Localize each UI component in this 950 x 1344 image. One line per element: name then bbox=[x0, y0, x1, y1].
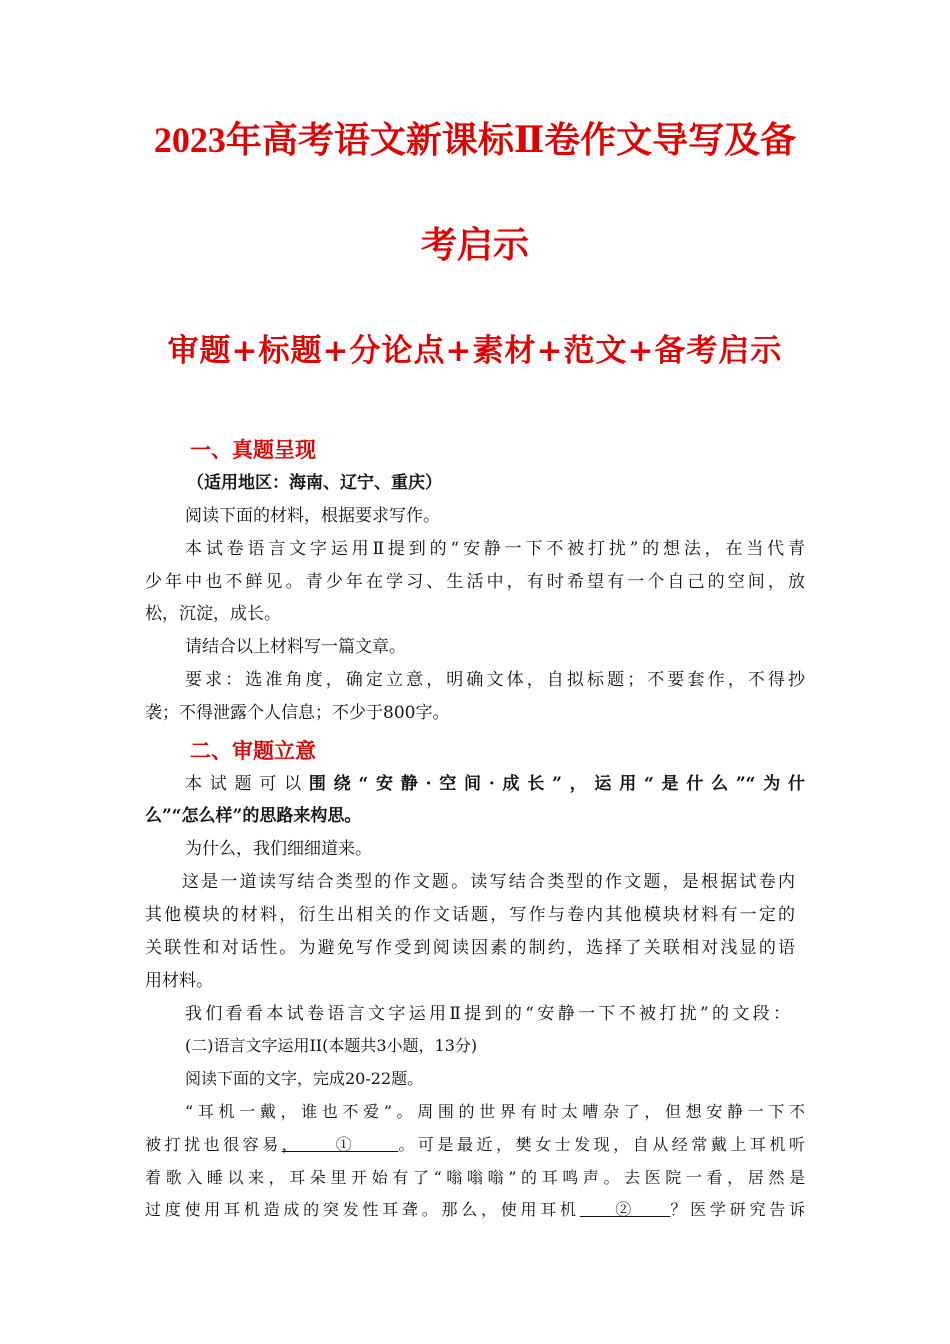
quoted-line bbox=[145, 1198, 805, 1222]
text: 过度使用耳机造成的突发性耳聋。那么，使用耳机 bbox=[145, 1200, 580, 1219]
text: ？医学研究告诉 bbox=[670, 1200, 805, 1219]
paragraph-line: 松，沉淀，成长。 bbox=[145, 604, 281, 624]
blank-1: ， ① bbox=[281, 1135, 399, 1154]
paragraph-line: 为什么，我们细细道来。 bbox=[185, 839, 372, 859]
region-note: （适用地区：海南、辽宁、重庆） bbox=[187, 473, 442, 493]
intro-bold: 围绕“安静·空间·成长”，运用“是什么”“为什 bbox=[308, 774, 806, 794]
section-heading-1: 一、真题呈现 bbox=[190, 438, 316, 462]
paragraph-line: 袭；不得泄露个人信息；不少于800字。 bbox=[145, 703, 450, 723]
text: 被打扰也很容易 bbox=[145, 1135, 282, 1154]
paragraph-line: 阅读下面的材料，根据要求写作。 bbox=[185, 506, 440, 526]
quoted-line: “耳机一戴，谁也不爱”。周围的世界有时太嘈杂了，但想安静一下不 bbox=[185, 1102, 805, 1121]
paragraph-line: 要求：选准角度，确定立意，明确文体，自拟标题；不要套作，不得抄 bbox=[185, 670, 805, 690]
paragraph-line bbox=[185, 772, 805, 796]
paragraph-line: 关联性和对话性。为避免写作受到阅读因素的制约，选择了关联相对浅显的语 bbox=[145, 938, 795, 958]
blank-2: ② bbox=[579, 1200, 671, 1219]
document-subtitle: 审题+标题+分论点+素材+范文+备考启示 bbox=[167, 333, 783, 369]
quoted-line bbox=[145, 1133, 805, 1157]
document-title-line1: 2023年高考语文新课标Ⅱ卷作文导写及备 bbox=[153, 120, 797, 160]
paragraph-line: 少年中也不鲜见。青少年在学习、生活中，有时希望有一个自己的空间，放 bbox=[145, 572, 805, 592]
paragraph-line: 我们看看本试卷语言文字运用Ⅱ提到的“安静一下不被打扰”的文段： bbox=[185, 1004, 790, 1024]
paragraph-line: 本试卷语言文字运用Ⅱ提到的“安静一下不被打扰”的想法，在当代青 bbox=[185, 539, 805, 559]
paragraph-line: 其他模块的材料，衍生出相关的作文话题，写作与卷内其他模块材料有一定的 bbox=[145, 905, 795, 925]
intro-normal: 本试题可以 bbox=[185, 774, 309, 794]
paragraph-line: 用材料。 bbox=[145, 971, 213, 991]
document-title-line2: 考启示 bbox=[420, 225, 529, 265]
text: 。可是最近，樊女士发现，自从经常戴上耳机听 bbox=[398, 1135, 805, 1154]
section-heading-2: 二、审题立意 bbox=[190, 739, 316, 763]
paragraph-line: 这是一道读写结合类型的作文题。读写结合类型的作文题，是根据试卷内 bbox=[182, 872, 795, 892]
paragraph-line-bold: 么”“怎么样”的思路来构思。 bbox=[145, 806, 362, 826]
quoted-line: 阅读下面的文字，完成20-22题。 bbox=[185, 1069, 424, 1088]
quoted-line: 着歌入睡以来，耳朵里开始有了“嗡嗡嗡”的耳鸣声。去医院一看，居然是 bbox=[145, 1168, 805, 1187]
quoted-line: (二)语言文字运用II(本题共3小题，13分) bbox=[185, 1036, 478, 1055]
paragraph-line: 请结合以上材料写一篇文章。 bbox=[185, 637, 406, 657]
